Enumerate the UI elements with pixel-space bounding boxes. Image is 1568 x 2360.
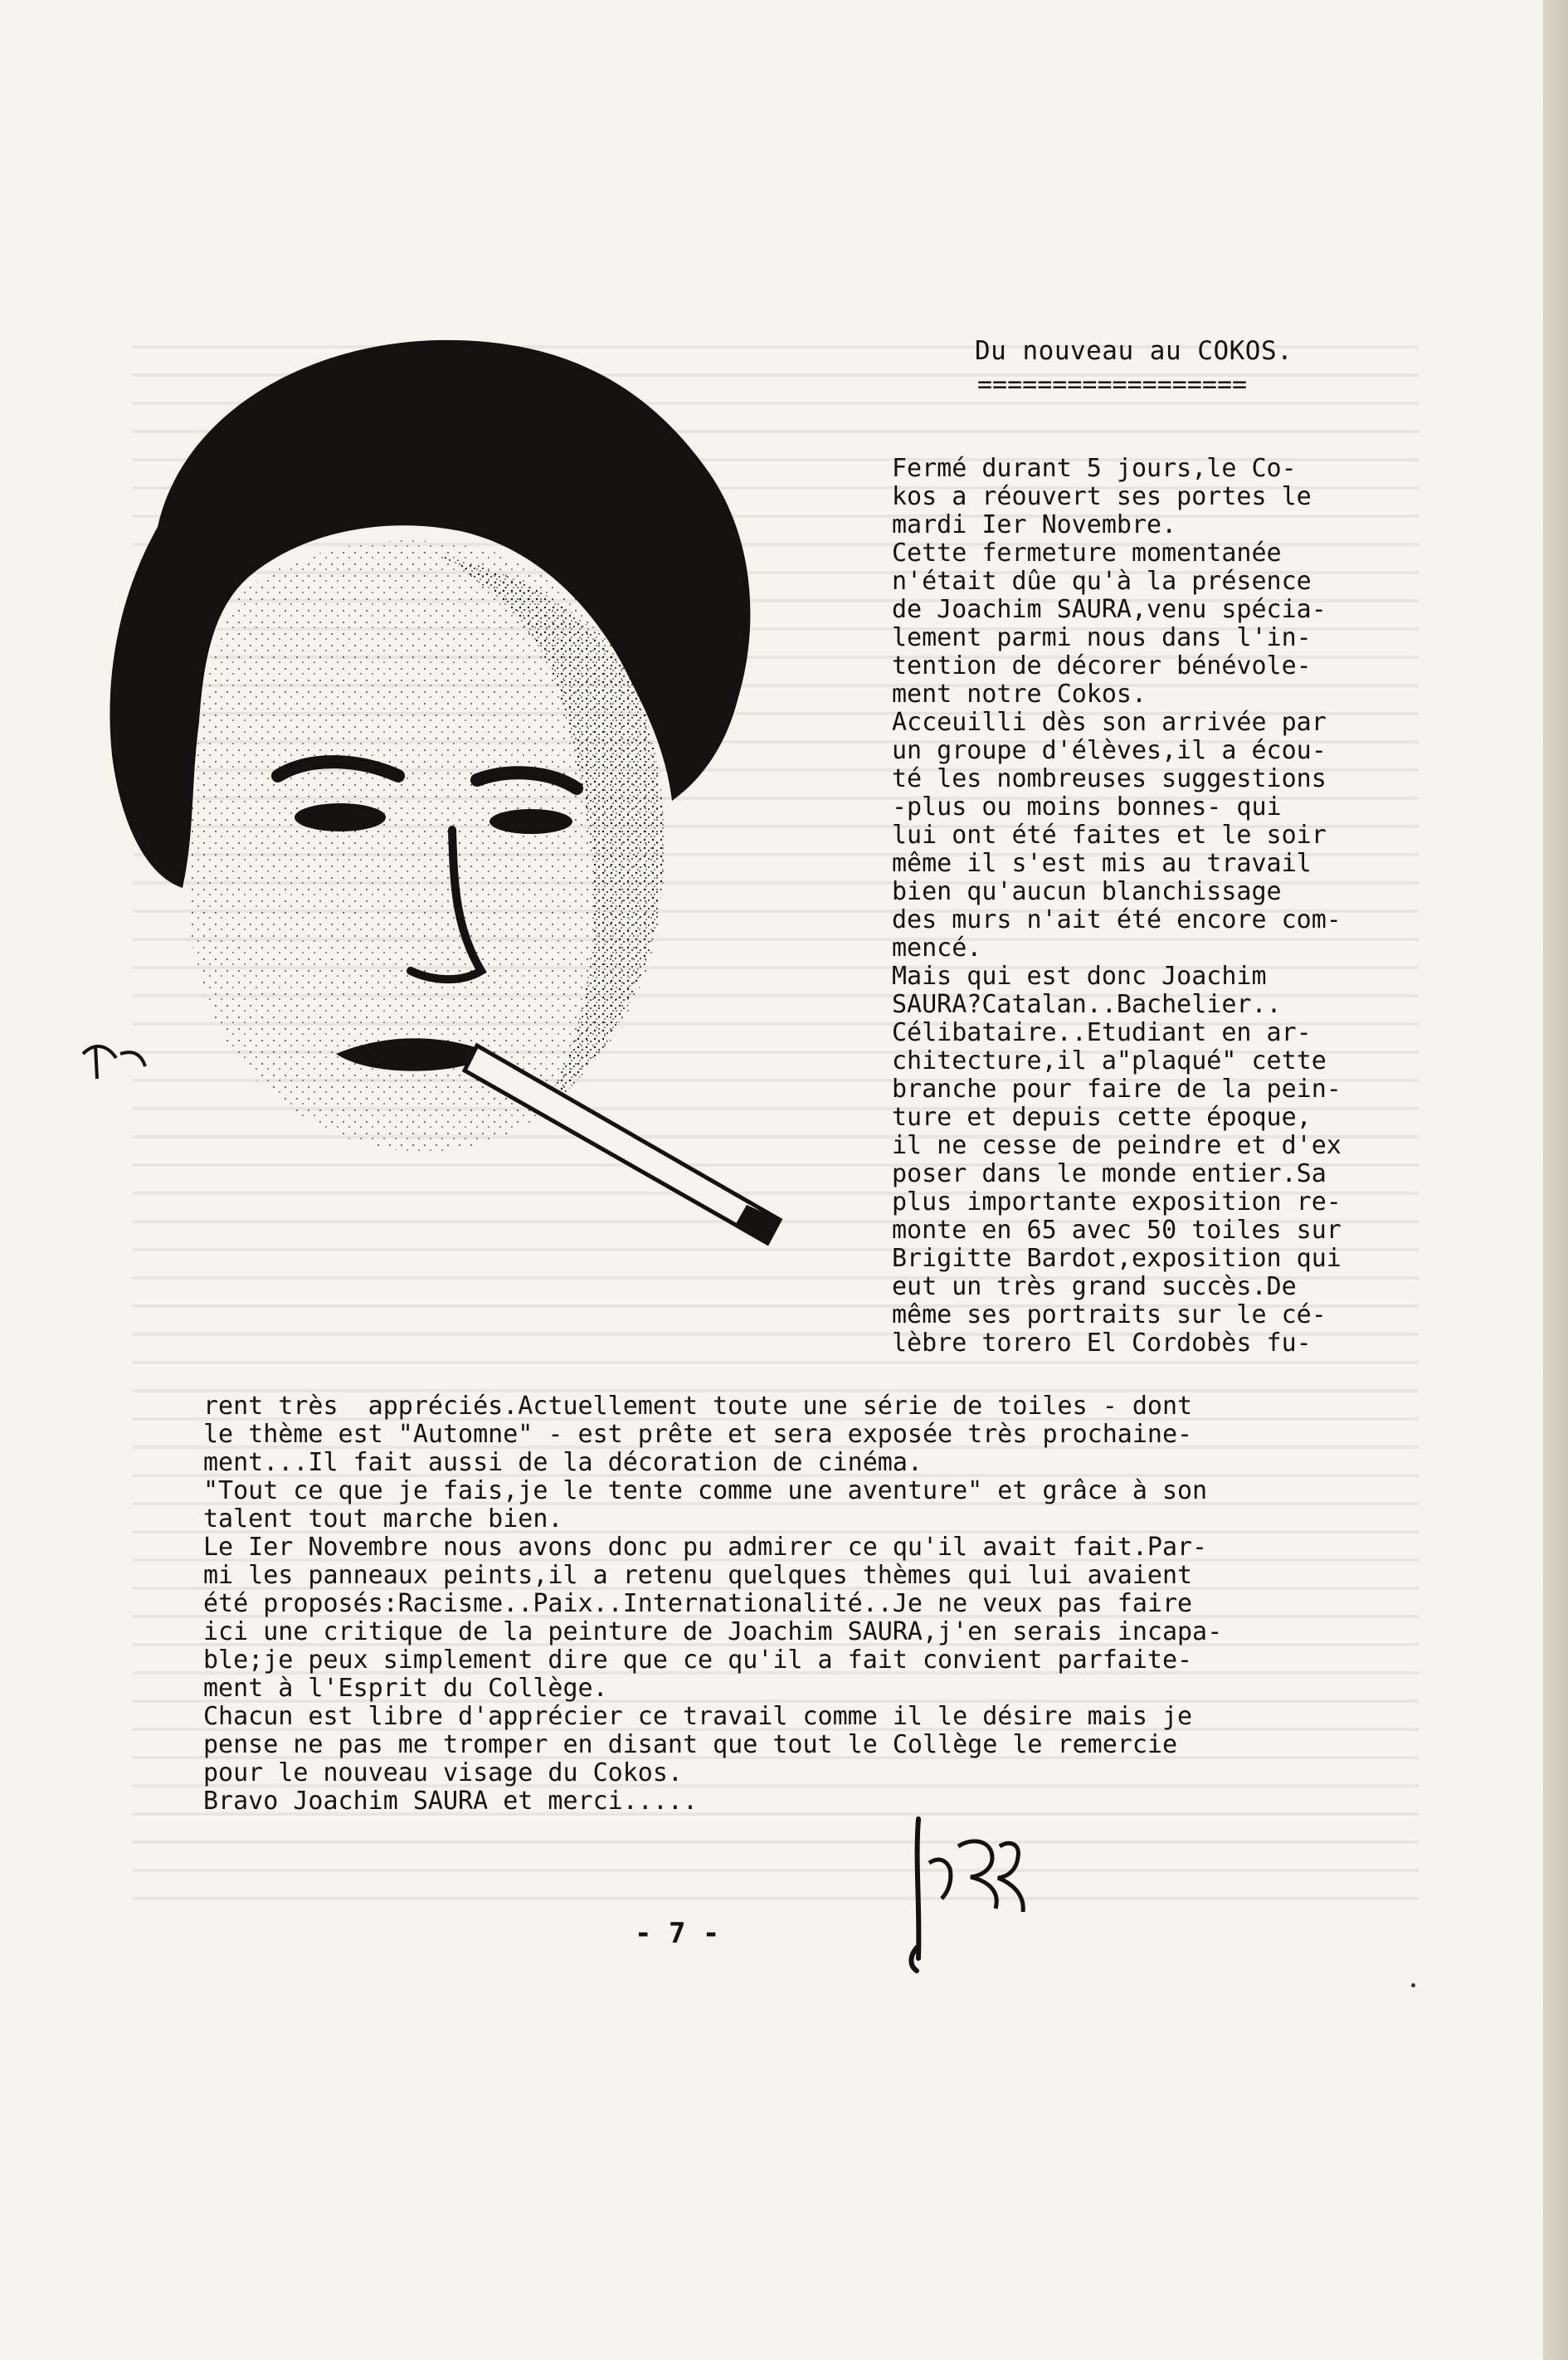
paper-speck (1411, 1983, 1415, 1987)
title-underline: ================== (977, 370, 1248, 399)
page-number: - 7 - (635, 1917, 720, 1950)
portrait-illustration (62, 282, 809, 1278)
artist-signature-mark (83, 1046, 145, 1079)
handwritten-signature-icon (900, 1801, 1049, 1983)
article-column-text: Fermé durant 5 jours,le Co- kos a réouvert ses portes le mardi Ier Novembre. Cette fermeture momentanée n'était dûe qu'à la présence de Joachim SAURA,venu spécia- lement parmi nous dans l'in- tention de décorer bénévole- ment notre Cokos. Acceuilli dès son arrivée par un groupe d'élèves,il a écou- té les nombreuses suggestions -plus ou moins bonnes- qui lui ont été faites et le soir même il s'est mis au travail bien qu'aucun blanchissage des murs n'ait été encore com- mencé. Mais qui est donc Joachim SAURA?Catalan..Bachelier.. Célibataire..Etudiant en ar- chitecture,il a"plaqué" cette branche pour faire de la pein- ture et depuis cette époque, il ne cesse de peindre et d'ex poser dans le monde entier.Sa plus importante exposition re- monte en 65 avec 50 toiles sur Brigitte Bardot,exposition qui eut un très grand succès.De même ses portraits sur le cé- lèbre torero El Cordobès fu- (892, 454, 1342, 1358)
article-full-width-text: rent très appréciés.Actuellement toute une série de toiles - dont le thème est "Automne" - est prête et sera exposée très prochaine- ment...Il fait aussi de la décoration de cinéma. "Tout ce que je fais,je le tente comme une aventure" et grâce à son talent tout marche bien. Le Ier Novembre nous avons donc pu admirer ce qu'il avait fait.Par- mi les panneaux peints,il a retenu quelques thèmes qui lui avaient été proposés:Racisme..Paix..Internationalité..Je ne veux pas faire ici une critique de la peinture de Joachim SAURA,j'en serais incapa- ble;je peux simplement dire que ce qu'il a fait convient parfaite- ment à l'Esprit du Collège. Chacun est libre d'apprécier ce travail comme il le désire mais je pense ne pas me tromper en disant que tout le Collège le remercie pour le nouveau visage du Cokos. Bravo Joachim SAURA et merci..... (203, 1392, 1223, 1816)
article-title: Du nouveau au COKOS. (975, 336, 1293, 366)
eye-right (489, 809, 572, 834)
page-edge (1543, 0, 1568, 2360)
cigarette-body (465, 1046, 780, 1243)
eye-left (295, 803, 386, 831)
